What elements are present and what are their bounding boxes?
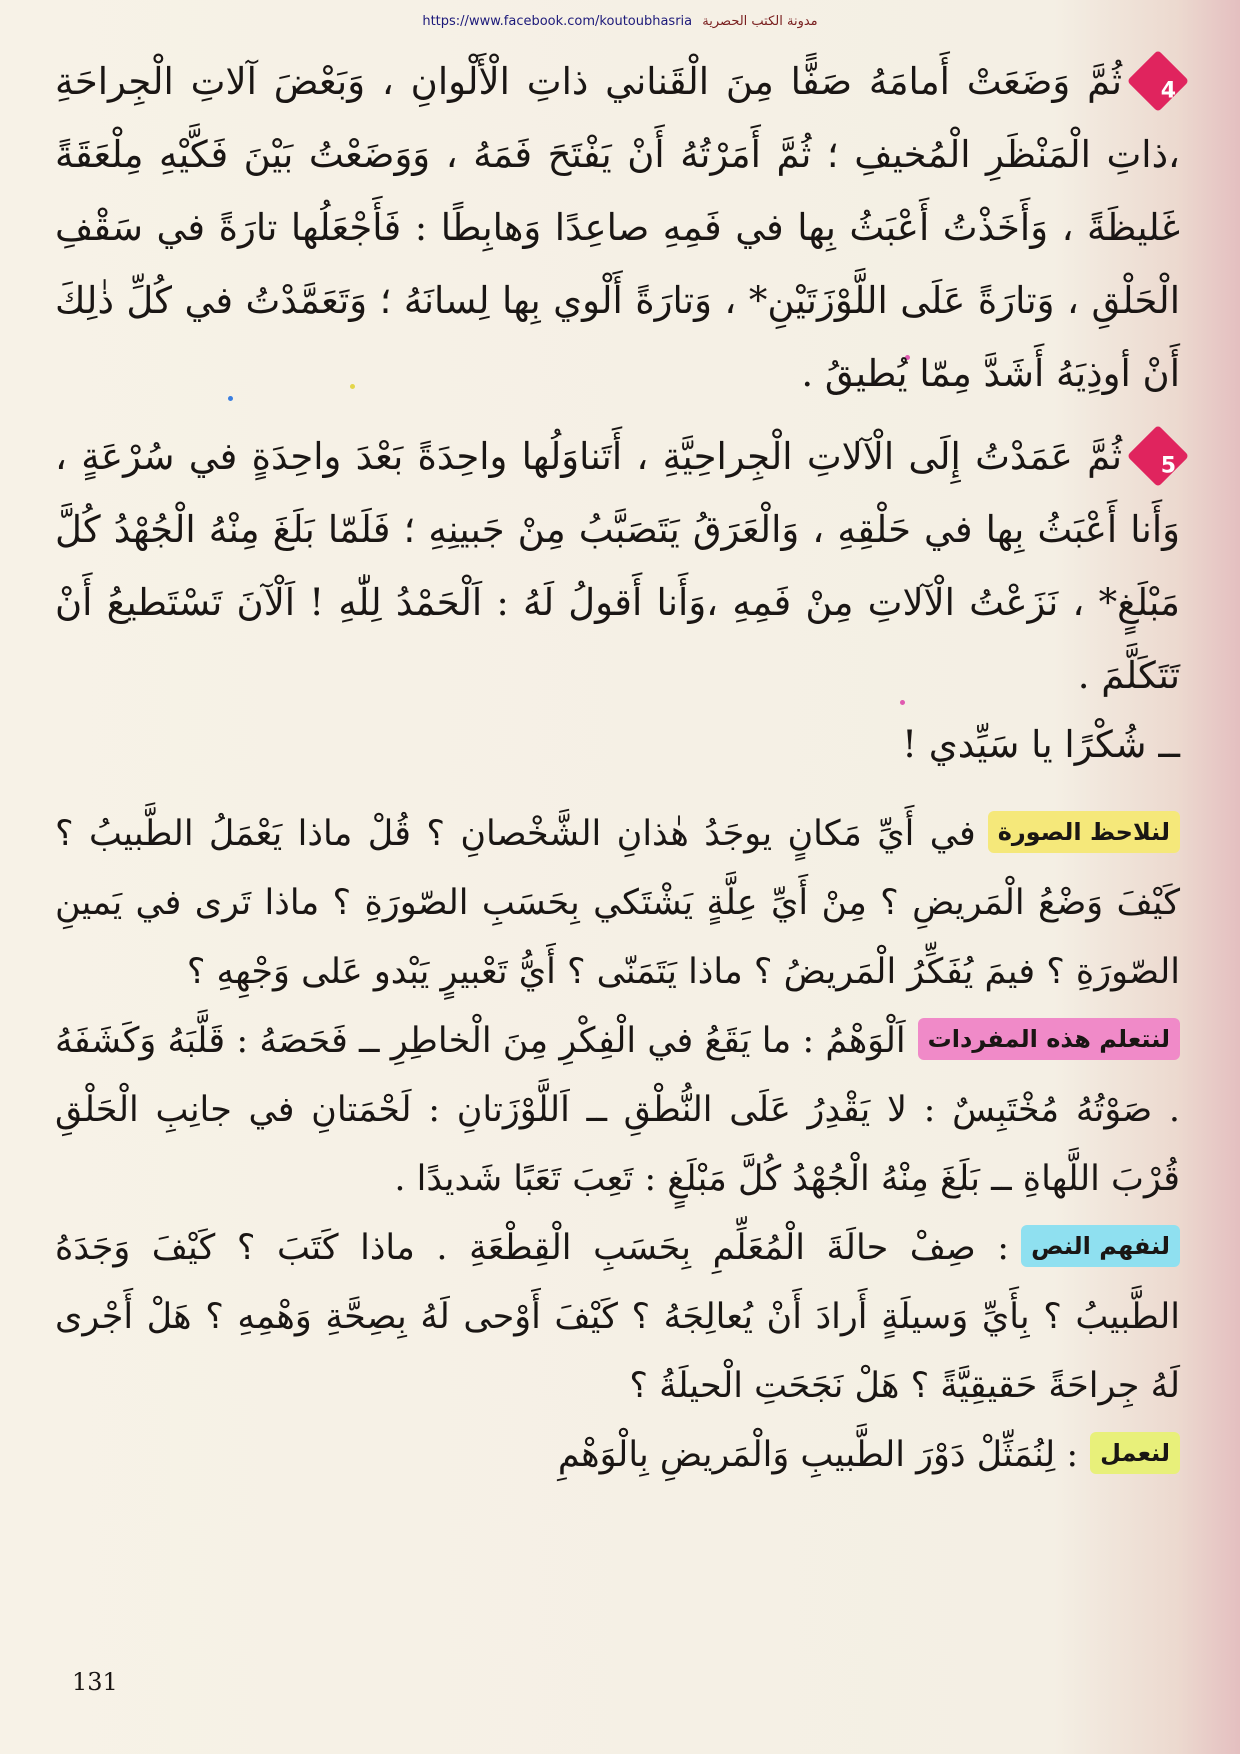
section-text: : لِنُمَثِّلْ دَوْرَ الطَّبيبِ وَالْمَريضِ بِالْوَهْمِ [557,1435,1079,1475]
section-label: لنعمل [1090,1432,1180,1474]
paragraph-text: ثُمَّ عَمَدْتُ إِلَى الْآلاتِ الْجِراحِيَّةِ ، أَتَناوَلُها واحِدَةً بَعْدَ واحِدَةٍ في سُرْعَةٍ ، وَأَنا أَعْبَثُ بِها في حَلْقِهِ ، وَالْعَرَقُ يَتَصَبَّبُ مِنْ جَبينِهِ ؛ فَلَمّا بَلَغَ مِنْهُ الْجُهْدُ كُلَّ مَبْلَغٍ* ، نَزَعْتُ الْآلاتِ مِنْ فَمِهِ ،وَأَنا أَقولُ لَهُ : اَلْحَمْدُ لِلّٰهِ ! اَلْآنَ تَسْتَطيعُ أَنْ تَتَكَلَّمَ . [55,435,1180,697]
section-activity [55,1421,1180,1490]
section-observe-picture [55,800,1180,1007]
page-content [55,45,1180,1490]
section-text: : صِفْ حالَةَ الْمُعَلِّمِ بِحَسَبِ الْقِطْعَةِ . ماذا كَتَبَ ؟ كَيْفَ وَجَدَهُ الطَّبيبُ ؟ بِأَيِّ وَسيلَةٍ أَرادَ أَنْ يُعالِجَهُ ؟ كَيْفَ أَوْحى لَهُ بِصِحَّةِ وَهْمِهِ ؟ هَلْ أَجْرى لَهُ جِراحَةً حَقيقِيَّةً ؟ هَلْ نَجَحَتِ الْحيلَةُ ؟ [55,1228,1180,1406]
paragraph-4 [55,45,1180,410]
section-label: لنلاحظ الصورة [988,811,1180,853]
blog-name: مدونة الكتب الحصرية [702,14,818,29]
section-label: لنفهم النص [1021,1225,1180,1267]
header-watermark [0,14,1240,29]
section-text: اَلْوَهْمُ : ما يَقَعُ في الْفِكْرِ مِنَ الْخاطِرِ ــ فَحَصَهُ : قَلَّبَهُ وَكَشَفَهُ . صَوْتُهُ مُخْتَبِسٌ : لا يَقْدِرُ عَلَى النُّطْقِ ــ اَللَّوْزَتانِ : لَحْمَتانِ في جانِبِ الْحَلْقِ قُرْبَ اللَّهاةِ ــ بَلَغَ مِنْهُ الْجُهْدُ كُلَّ مَبْلَغٍ : تَعِبَ تَعَبًا شَديدًا . [55,1021,1180,1199]
paragraph-number-badge: 5 [1127,424,1189,486]
section-vocabulary [55,1007,1180,1214]
section-text: في أَيِّ مَكانٍ يوجَدُ هٰذانِ الشَّخْصانِ ؟ قُلْ ماذا يَعْمَلُ الطَّبيبُ ؟ كَيْفَ وَضْعُ الْمَريضِ ؟ مِنْ أَيِّ عِلَّةٍ يَشْتَكي بِحَسَبِ الصّورَةِ ؟ ماذا تَرى في يَمينِ الصّورَةِ ؟ فيمَ يُفَكِّرُ الْمَريضُ ؟ ماذا يَتَمَنّى ؟ أَيُّ تَعْبيرٍ يَبْدو عَلى وَجْهِهِ ؟ [55,814,1180,992]
paragraph-number-badge: 4 [1127,49,1189,111]
paragraph-text: ثُمَّ وَضَعَتْ أَمامَهُ صَفًّا مِنَ الْقَناني ذاتِ الْأَلْوانِ ، وَبَعْضَ آلاتِ الْجِراحَةِ ،ذاتِ الْمَنْظَرِ الْمُخيفِ ؛ ثُمَّ أَمَرْتُهُ أَنْ يَفْتَحَ فَمَهُ ، وَوَضَعْتُ بَيْنَ فَكَّيْهِ مِلْعَقَةً غَليظَةً ، وَأَخَذْتُ أَعْبَثُ بِها في فَمِهِ صاعِدًا وَهابِطًا : فَأَجْعَلُها تارَةً في سَقْفِ الْحَلْقِ ، وَتارَةً عَلَى اللَّوْزَتَيْنِ* ، وَتارَةً أَلْوي بِها لِسانَهُ ؛ وَتَعَمَّدْتُ في كُلِّ ذٰلِكَ أَنْ أوذِيَهُ أَشَدَّ مِمّا يُطيقُ . [55,60,1180,395]
section-label: لنتعلم هذه المفردات [918,1018,1180,1060]
dialogue-line: ــ شُكْرًا يا سَيِّدي ! [902,723,1180,766]
page-number: 131 [72,1668,118,1696]
facebook-link[interactable]: https://www.facebook.com/koutoubhasria [422,14,693,29]
section-comprehension [55,1214,1180,1421]
paragraph-5 [55,420,1180,712]
